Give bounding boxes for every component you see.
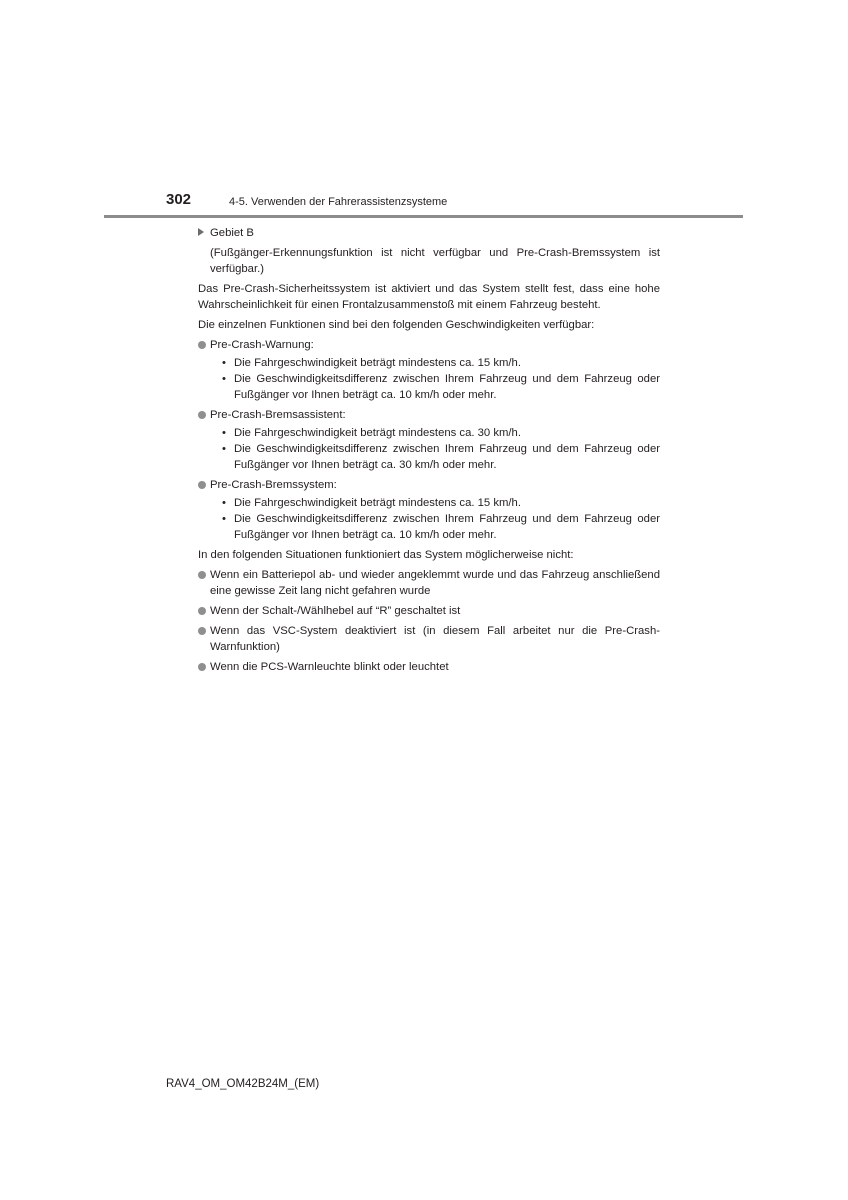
circle-bullet-icon	[198, 623, 210, 655]
circle-bullet-icon	[198, 337, 210, 403]
circle-bullet-icon	[198, 477, 210, 543]
situation-text: Wenn der Schalt-/Wählhebel auf “R” geschaltet ist	[210, 605, 461, 617]
situation-item	[198, 623, 660, 655]
paragraph-activation: Das Pre-Crash-Sicherheitssystem ist aktiviert und das System stellt fest, dass eine hohe Wahrscheinlichkeit für einen Frontalzusammenstoß mit einem Fahrzeug besteht.	[198, 283, 660, 311]
triangle-right-icon	[198, 228, 204, 236]
situation-text: Wenn die PCS-Warnleuchte blinkt oder leuchtet	[210, 661, 449, 673]
circle-bullet-icon	[198, 567, 210, 599]
area-heading: Gebiet B	[198, 225, 660, 241]
page-number: 302	[166, 191, 192, 208]
function-condition: Die Fahrgeschwindigkeit beträgt mindestens ca. 30 km/h.	[234, 427, 521, 439]
function-item: Pre-Crash-Bremsassistent: • Die Fahrgeschwindigkeit beträgt mindestens ca. 30 km/h. • Die Geschwindigkeitsdifferenz zwischen Ihrem Fahrzeug und dem Fahrzeug oder Fußgänger vor Ihnen beträgt ca. 30 km/h oder mehr.	[198, 407, 660, 473]
circle-bullet-icon	[198, 659, 210, 675]
function-label: Pre-Crash-Bremssystem:	[210, 479, 337, 491]
function-condition: Die Geschwindigkeitsdifferenz zwischen Ihrem Fahrzeug und dem Fahrzeug oder Fußgänger vor Ihnen beträgt ca. 30 km/h oder mehr.	[234, 443, 660, 471]
page-content	[198, 225, 660, 679]
circle-bullet-icon	[198, 603, 210, 619]
function-item: Pre-Crash-Bremssystem: • Die Fahrgeschwindigkeit beträgt mindestens ca. 15 km/h. • Die Geschwindigkeitsdifferenz zwischen Ihrem Fahrzeug und dem Fahrzeug oder Fußgänger vor Ihnen beträgt ca. 10 km/h oder mehr.	[198, 477, 660, 543]
situation-text: Wenn das VSC-System deaktiviert ist (in diesem Fall arbeitet nur die Pre-Crash-Warnfunktion)	[210, 625, 660, 653]
circle-bullet-icon	[198, 407, 210, 473]
function-condition: Die Fahrgeschwindigkeit beträgt mindestens ca. 15 km/h.	[234, 497, 521, 509]
situation-item	[198, 603, 660, 619]
function-label: Pre-Crash-Warnung:	[210, 339, 314, 351]
section-title: 4-5. Verwenden der Fahrerassistenzsysteme	[229, 196, 448, 208]
situation-item	[198, 567, 660, 599]
paragraph-speeds: Die einzelnen Funktionen sind bei den folgenden Geschwindigkeiten verfügbar:	[198, 319, 595, 331]
situation-item	[198, 659, 660, 675]
function-label: Pre-Crash-Bremsassistent:	[210, 409, 346, 421]
function-condition: Die Geschwindigkeitsdifferenz zwischen Ihrem Fahrzeug und dem Fahrzeug oder Fußgänger vor Ihnen beträgt ca. 10 km/h oder mehr.	[234, 373, 660, 401]
footer-doc-code: RAV4_OM_OM42B24M_(EM)	[166, 1078, 320, 1090]
function-condition: Die Fahrgeschwindigkeit beträgt mindestens ca. 15 km/h.	[234, 357, 521, 369]
area-note: (Fußgänger-Erkennungsfunktion ist nicht verfügbar und Pre-Crash-Bremssystem ist verfügbar.)	[210, 247, 660, 275]
function-condition: Die Geschwindigkeitsdifferenz zwischen Ihrem Fahrzeug und dem Fahrzeug oder Fußgänger vor Ihnen beträgt ca. 10 km/h oder mehr.	[234, 513, 660, 541]
situations-intro: In den folgenden Situationen funktioniert das System möglicherweise nicht:	[198, 549, 574, 561]
function-item: Pre-Crash-Warnung: • Die Fahrgeschwindigkeit beträgt mindestens ca. 15 km/h. • Die Geschwindigkeitsdifferenz zwischen Ihrem Fahrzeug und dem Fahrzeug oder Fußgänger vor Ihnen beträgt ca. 10 km/h oder mehr.	[198, 337, 660, 403]
situation-text: Wenn ein Batteriepol ab- und wieder angeklemmt wurde und das Fahrzeug anschließend eine gewisse Zeit lang nicht gefahren wurde	[210, 569, 660, 597]
header-divider	[104, 215, 743, 218]
